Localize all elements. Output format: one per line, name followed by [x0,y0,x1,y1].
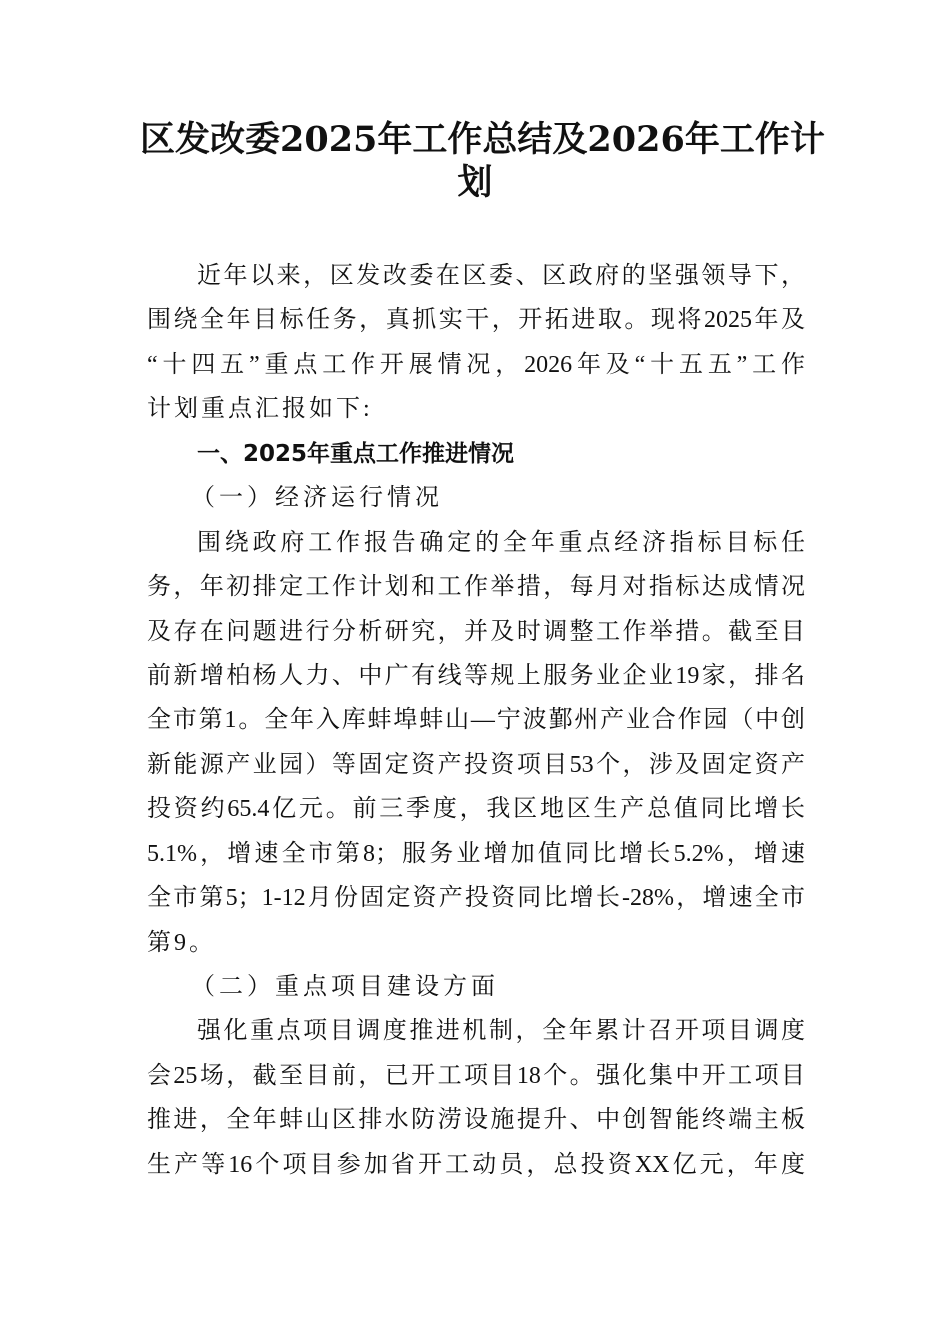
text-line: 推进，全年蚌山区排水防涝设施提升、中创智能终端主板 [147,1107,805,1134]
text-line: 强化重点项目调度推进机制，全年累计召开项目调度 [197,1018,805,1045]
text-line: 围绕全年目标任务，真抓实干，开拓进取。现将2025年及 [147,307,805,334]
text-line: 前新增柏杨人力、中广有线等规上服务业企业19家，排名 [147,662,805,689]
intro-paragraph [147,254,805,432]
title-line: 区发改委2025年工作总结及2026年工作计 [140,119,825,160]
text-line: 5.1%，增速全市第8；服务业增加值同比增长5.2%，增速 [147,840,805,867]
text-line: 围绕政府工作报告确定的全年重点经济指标目标任 [197,529,805,556]
text-line: 计划重点汇报如下: [147,396,373,423]
document-body [147,254,805,1187]
text-line: 及存在问题进行分析研究，并及时调整工作举措。截至目 [147,618,805,645]
text-line: “十四五”重点工作开展情况，2026年及“十五五”工作 [147,351,805,378]
section-heading: 一、2025年重点工作推进情况 [197,440,515,467]
projects-paragraph [147,1009,805,1187]
subsection-heading: （一）经济运行情况 [191,485,443,512]
text-line: 投资约65.4亿元。前三季度，我区地区生产总值同比增长 [147,796,805,823]
text-line: 全市第5；1-12月份固定资产投资同比增长-28%，增速全市 [147,885,805,912]
text-line: 会25场，截至目前，已开工项目18个。强化集中开工项目 [147,1062,805,1089]
text-line: 新能源产业园）等固定资产投资项目53个，涉及固定资产 [147,751,805,778]
title-line: 划 [457,162,493,203]
text-line: 全市第1。全年入库蚌埠蚌山—宁波鄞州产业合作园（中创 [147,707,805,734]
subsection-heading: （二）重点项目建设方面 [191,974,499,1000]
text-line: 近年以来，区发改委在区委、区政府的坚强领导下， [197,263,805,289]
text-line: 生产等16个项目参加省开工动员，总投资XX亿元，年度 [147,1151,805,1178]
economy-paragraph [147,521,805,965]
text-line: 务，年初排定工作计划和工作举措，每月对指标达成情况 [147,574,805,601]
text-line: 第9。 [147,929,216,956]
document-title [140,118,825,204]
